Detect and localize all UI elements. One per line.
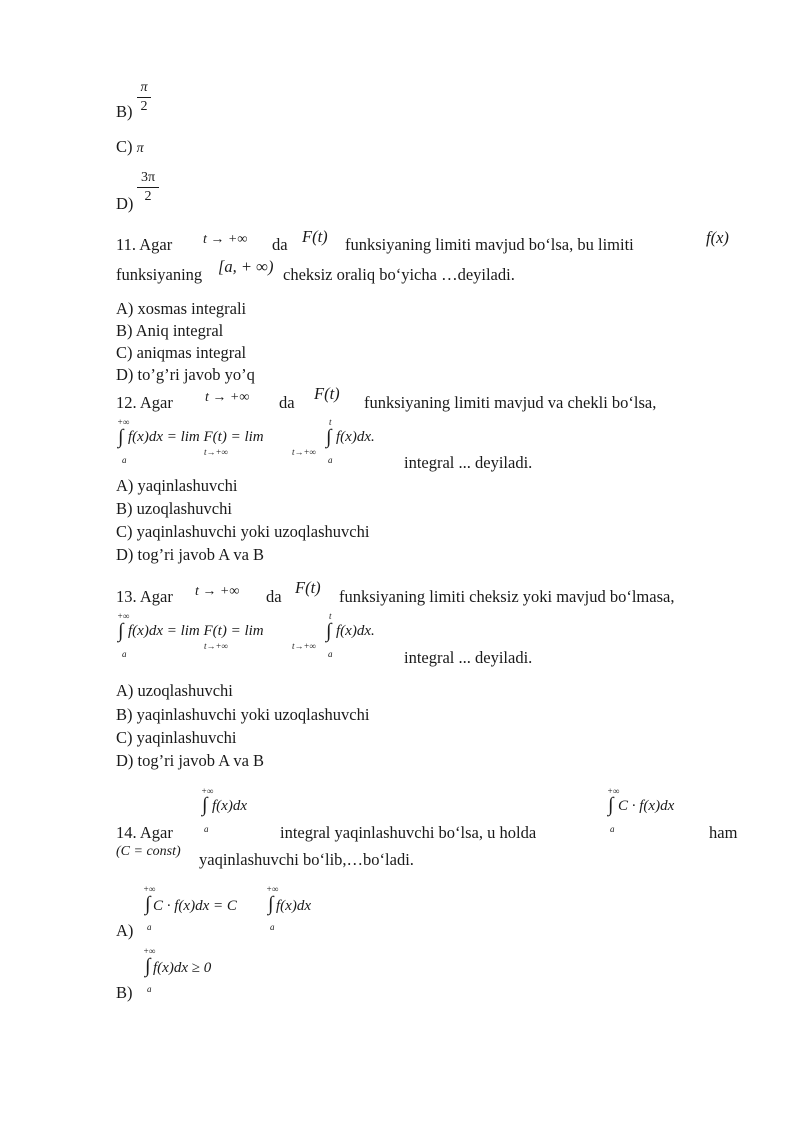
q14-ham: ham	[709, 823, 738, 842]
q13-formula-body: f(x)dx = lim F(t) = lim	[128, 623, 264, 639]
q11-option-d: D) to’g’ri javob yo’q	[116, 365, 255, 384]
q11-option-b: B) Aniq integral	[116, 321, 224, 340]
q13-int-lower: a	[122, 649, 127, 659]
q14-optA-integral-sign: ∫	[145, 893, 151, 915]
q14-integral-sign-2: ∫	[608, 794, 614, 816]
q11-line2a: funksiyaning	[116, 265, 203, 284]
q13-lim-sub-2: t→+∞	[292, 641, 316, 651]
q13-lim-sub-1: t→+∞	[204, 641, 228, 651]
q14-optA-int-lower: a	[147, 922, 152, 932]
q13-integral-sign: ∫	[118, 620, 124, 642]
q13-formula-tail: f(x)dx.	[336, 623, 375, 639]
q14-number: 14. Agar	[116, 823, 173, 842]
q14-int-lower: a	[204, 824, 209, 834]
q14-text1: integral yaqinlashuvchi bo‘lsa, u holda	[280, 823, 537, 842]
q12-option-b: B) uzoqlashuvchi	[116, 499, 232, 518]
q14-int-upper: +∞	[201, 786, 214, 796]
q13-da: da	[266, 587, 282, 606]
q12-da: da	[279, 393, 295, 412]
q13-int2-upper: t	[329, 611, 332, 621]
q11-Ft: F(t)	[302, 227, 328, 246]
q10-option-b-label: B)	[116, 102, 133, 121]
q12-integral-sign: ∫	[118, 426, 124, 448]
q12-int-lower: a	[122, 455, 127, 465]
q10-option-c: C) π	[116, 137, 144, 156]
q11-number: 11. Agar	[116, 235, 173, 254]
q14-optA-int2-upper: +∞	[266, 884, 279, 894]
q11-text1: funksiyaning limiti mavjud bo‘lsa, bu limiti	[345, 235, 634, 254]
q13-option-d: D) tog’ri javob A va B	[116, 751, 265, 770]
q12-text1: funksiyaning limiti mavjud va chekli bo‘lsa,	[364, 393, 657, 412]
q14-int2-lower: a	[610, 824, 615, 834]
q14-int-body: f(x)dx	[212, 798, 247, 814]
q12-Ft: F(t)	[314, 384, 340, 403]
q11-fx: f(x)	[706, 228, 729, 247]
q14-integral-sign: ∫	[202, 794, 208, 816]
q13-option-a: A) uzoqlashuvchi	[116, 681, 233, 700]
q13-option-b: B) yaqinlashuvchi yoki uzoqlashuvchi	[116, 705, 370, 724]
q14-optB-formula: f(x)dx ≥ 0	[153, 960, 212, 976]
q14-optA-left: C · f(x)dx = C	[153, 898, 237, 914]
q12-number: 12. Agar	[116, 393, 173, 412]
q13-int2-lower: a	[328, 649, 333, 659]
q12-formula-body: f(x)dx = lim F(t) = lim	[128, 429, 264, 445]
q14-optA-right: f(x)dx	[276, 898, 311, 914]
q14-optA-int-upper: +∞	[143, 884, 156, 894]
q12-formula-tail: f(x)dx.	[336, 429, 375, 445]
fraction-pi-over-2: π 2	[137, 80, 151, 115]
q12-after: integral ... deyiladi.	[404, 453, 533, 472]
q13-condition: t → +∞	[195, 584, 240, 599]
q11-line2b: cheksiz oraliq bo‘yicha …deyiladi.	[283, 265, 515, 284]
q13-Ft: F(t)	[295, 578, 321, 597]
q12-int2-upper: t	[329, 417, 332, 427]
q13-int-upper: +∞	[117, 611, 130, 621]
q12-integral-sign-2: ∫	[326, 426, 332, 448]
q12-option-a: A) yaqinlashuvchi	[116, 476, 238, 495]
q13-integral-sign-2: ∫	[326, 620, 332, 642]
q12-int2-lower: a	[328, 455, 333, 465]
q11-option-c: C) aniqmas integral	[116, 343, 247, 362]
q12-option-d: D) tog’ri javob A va B	[116, 545, 265, 564]
q12-lim-sub-1: t→+∞	[204, 447, 228, 457]
q14-optB-int-lower: a	[147, 984, 152, 994]
q11-da: da	[272, 235, 288, 254]
q12-condition: t → +∞	[205, 390, 250, 405]
q14-int2-upper: +∞	[607, 786, 620, 796]
q14-const: (C = const)	[116, 844, 181, 859]
q12-lim-sub-2: t→+∞	[292, 447, 316, 457]
q13-option-c: C) yaqinlashuvchi	[116, 728, 237, 747]
q14-optB-int-upper: +∞	[143, 946, 156, 956]
q11-condition: t → +∞	[203, 232, 248, 247]
fraction-3pi-over-2: 3π 2	[137, 170, 159, 205]
q13-text1: funksiyaning limiti cheksiz yoki mavjud bo‘lmasa,	[339, 587, 675, 606]
q11-interval: [a, + ∞)	[218, 257, 274, 276]
q11-option-a: A) xosmas integrali	[116, 299, 247, 318]
q14-optA-int2-lower: a	[270, 922, 275, 932]
q13-number: 13. Agar	[116, 587, 173, 606]
q14-optA-label: A)	[116, 921, 134, 940]
q12-option-c: C) yaqinlashuvchi yoki uzoqlashuvchi	[116, 522, 370, 541]
q10-option-d-label: D)	[116, 194, 134, 213]
q14-line2: yaqinlashuvchi bo‘lib,…bo‘ladi.	[199, 850, 414, 869]
q14-int2-body: C · f(x)dx	[618, 798, 675, 814]
q12-int-upper: +∞	[117, 417, 130, 427]
q14-optB-integral-sign: ∫	[145, 955, 151, 977]
q14-optA-integral-sign-2: ∫	[268, 893, 274, 915]
q14-optB-label: B)	[116, 983, 133, 1002]
q13-after: integral ... deyiladi.	[404, 648, 533, 667]
